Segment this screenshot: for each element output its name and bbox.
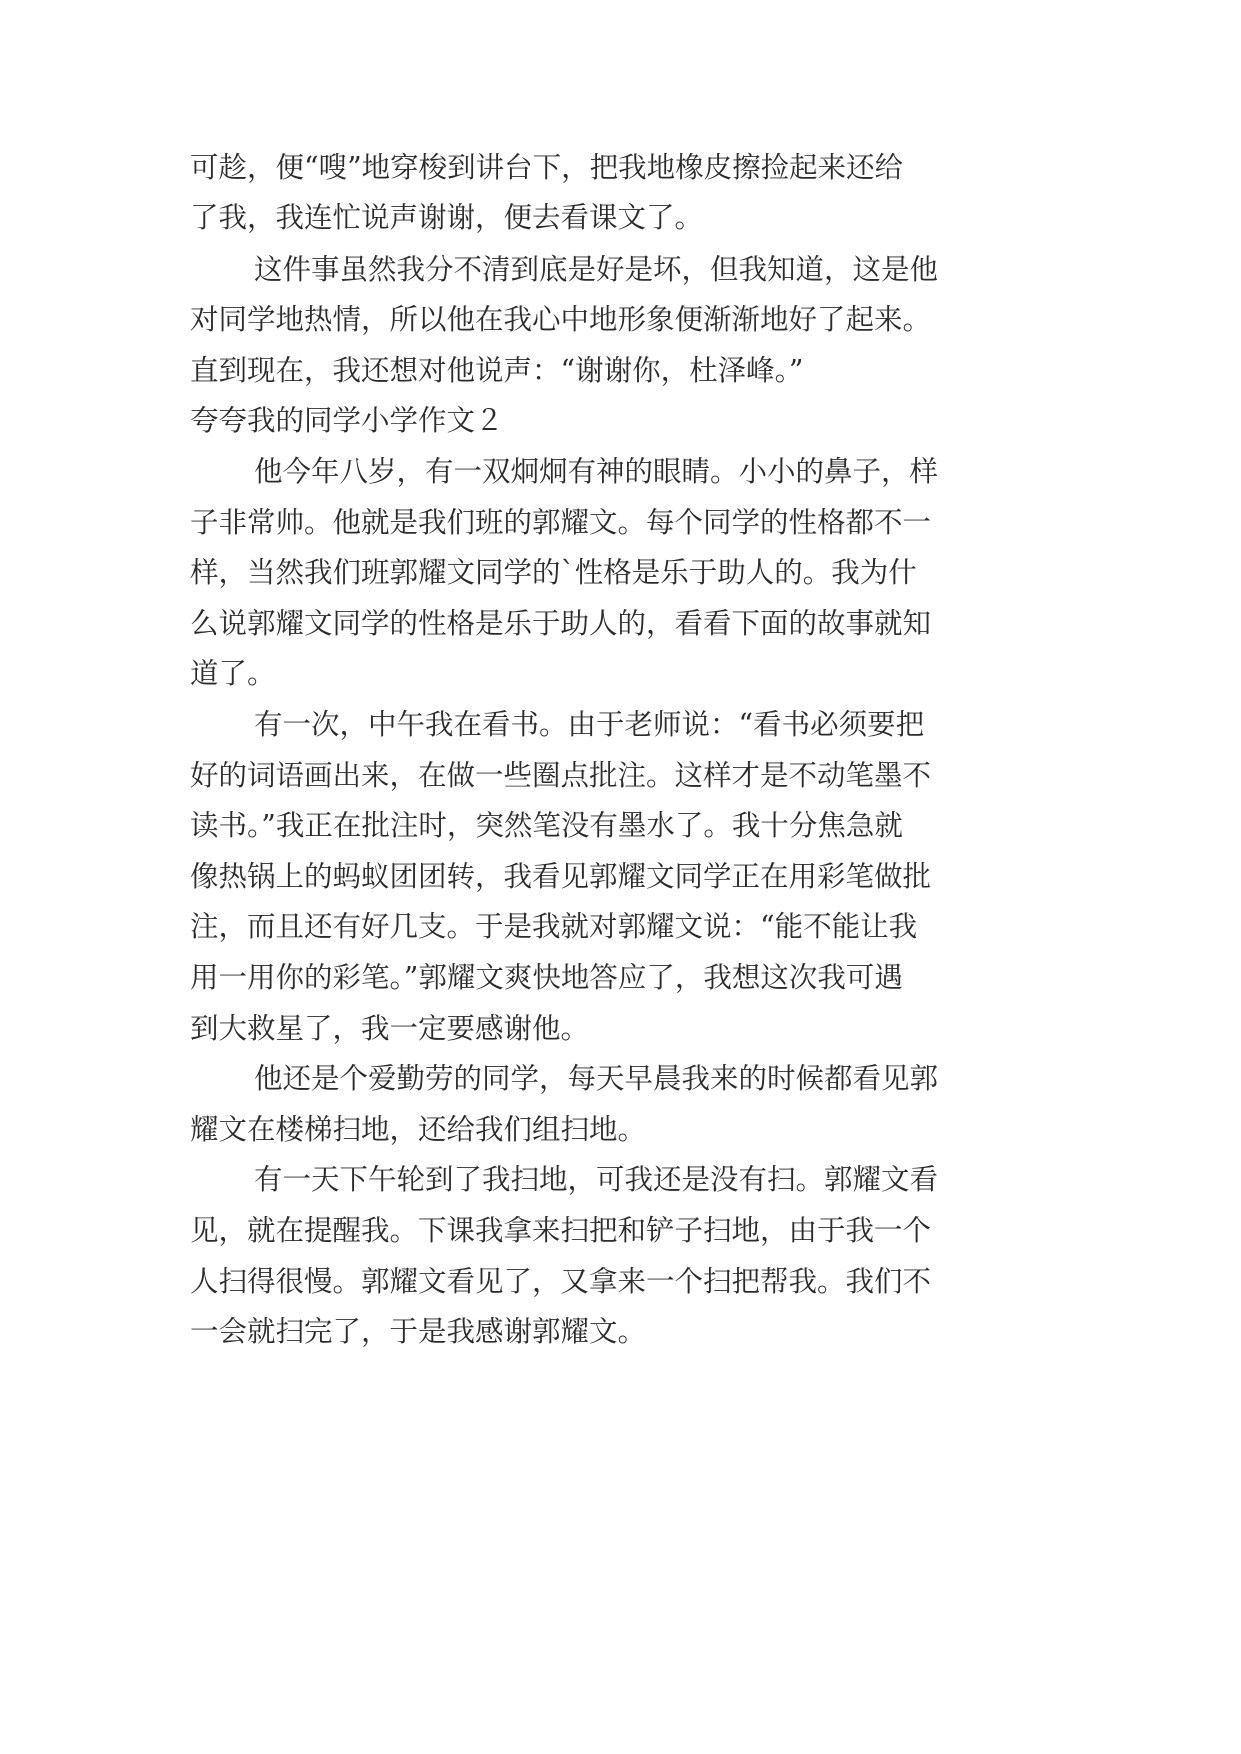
text-line: 注，而且还有好几支。于是我就对郭耀文说：“能不能让我 [190, 910, 918, 943]
text-line: 对同学地热情，所以他在我心中地形象便渐渐地好了起来。 [190, 303, 932, 336]
text-line: 像热锅上的蚂蚁团团转，我看见郭耀文同学正在用彩笔做批 [190, 860, 932, 893]
text-line: 可趁，便“嗖”地穿梭到讲台下，把我地橡皮擦捡起来还给 [190, 151, 904, 184]
text-line: 用一用你的彩笔。”郭耀文爽快地答应了，我想这次我可遇 [190, 961, 903, 994]
text-line: 么说郭耀文同学的性格是乐于助人的，看看下面的故事就知 [190, 607, 932, 640]
text-line: 子非常帅。他就是我们班的郭耀文。每个同学的性格都不一 [190, 506, 932, 539]
paragraph-first-line: 有一天下午轮到了我扫地，可我还是没有扫。郭耀文看 [254, 1163, 939, 1196]
text-line: 读书。”我正在批注时，突然笔没有墨水了。我十分焦急就 [190, 809, 903, 842]
section-heading: 夸夸我的同学小学作文２ [190, 404, 504, 437]
text-line: 样，当然我们班郭耀文同学的`性格是乐于助人的。我为什 [190, 556, 917, 589]
text-line: 一会就扫完了，于是我感谢郭耀文。 [190, 1315, 647, 1348]
paragraph-first-line: 他还是个爱勤劳的同学，每天早晨我来的时候都看见郭 [254, 1062, 939, 1095]
paragraph-first-line: 他今年八岁，有一双炯炯有神的眼睛。小小的鼻子，样 [254, 455, 939, 488]
text-line: 人扫得很慢。郭耀文看见了，又拿来一个扫把帮我。我们不 [190, 1265, 932, 1298]
text-line: 道了。 [190, 657, 276, 690]
text-line: 了我，我连忙说声谢谢，便去看课文了。 [190, 201, 704, 234]
paragraph-first-line: 有一次，中午我在看书。由于老师说：“看书必须要把 [254, 708, 925, 741]
text-line: 好的词语画出来，在做一些圈点批注。这样才是不动笔墨不 [190, 759, 932, 792]
text-line: 见，就在提醒我。下课我拿来扫把和铲子扫地，由于我一个 [190, 1214, 932, 1247]
text-line: 到大救星了，我一定要感谢他。 [190, 1012, 590, 1045]
text-line: 耀文在楼梯扫地，还给我们组扫地。 [190, 1113, 647, 1146]
paragraph-first-line: 这件事虽然我分不清到底是好是坏，但我知道，这是他 [254, 253, 939, 286]
text-line: 直到现在，我还想对他说声：“谢谢你，杜泽峰。” [190, 354, 804, 387]
